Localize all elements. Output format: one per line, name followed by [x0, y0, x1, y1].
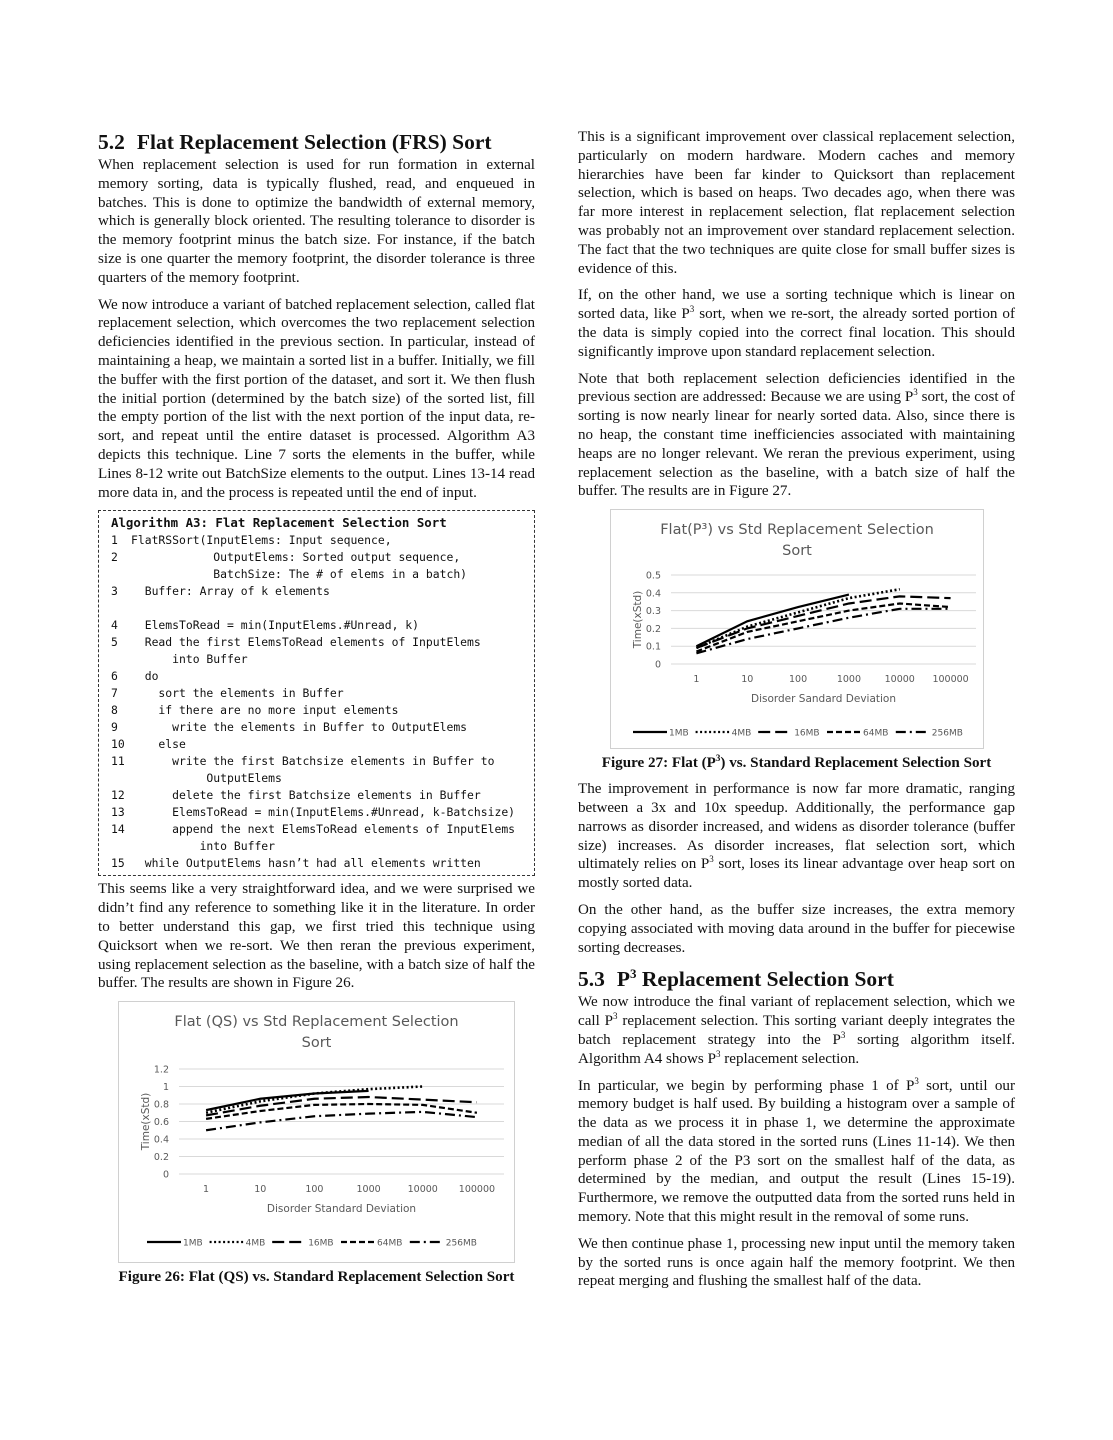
paragraph: The improvement in performance is now far more dramatic, ranging between a 3x and 10x speedup. Additionally, the performance gap narrows as disorder increased, and widens as disorder tolerance (buffer size) increases. As disorder increases, flat selection sort, which ultimately relies on $P^3$ sort, loses its linear advantage over heap sort on mostly sorted data. [578, 781, 1015, 892]
svg-text:16MB: 16MB [794, 728, 820, 739]
svg-text:10000: 10000 [407, 1184, 438, 1196]
svg-text:0.3: 0.3 [645, 606, 661, 618]
svg-text:1.2: 1.2 [153, 1064, 169, 1076]
code-text [131, 600, 138, 617]
paragraph: On the other hand, as the buffer size increases, the extra memory copying associated with moving data around in the buffer for piecewise sorting decreases. [578, 901, 1015, 956]
algorithm-line [111, 600, 534, 617]
line-chart [611, 560, 983, 750]
left-column [98, 128, 535, 1294]
algorithm-line [111, 821, 534, 838]
code-text: into Buffer [131, 839, 276, 854]
line-number: 8 [111, 703, 118, 718]
line-number: 13 [111, 805, 125, 820]
section-heading-5-3: 5.3 $P^3$ Replacement Selection Sort [578, 966, 894, 992]
svg-text:0: 0 [654, 659, 661, 671]
right-column [578, 128, 1015, 1299]
svg-text:0.1: 0.1 [645, 641, 661, 653]
figure-26-caption: Figure 26: Flat (QS) vs. Standard Replacement Selection Sort [118, 1269, 515, 1286]
chart-title: Flat(P³) vs Std Replacement Selection Sort [660, 522, 934, 560]
algorithm-line [111, 532, 534, 549]
code-text: into Buffer [131, 652, 248, 667]
svg-text:Time(xStd): Time(xStd) [632, 590, 644, 649]
algorithm-line [111, 583, 534, 600]
line-number: 11 [111, 754, 125, 769]
svg-text:Disorder Sandard Deviation: Disorder Sandard Deviation [750, 693, 897, 706]
svg-text:0.4: 0.4 [153, 1134, 169, 1146]
line-number [111, 651, 131, 668]
svg-text:0.2: 0.2 [645, 624, 661, 636]
figure-27-chart [610, 509, 984, 749]
svg-text:1MB: 1MB [669, 728, 689, 739]
line-number: 10 [111, 737, 125, 752]
line-number: 6 [111, 669, 118, 684]
line-number: 7 [111, 686, 118, 701]
svg-text:4MB: 4MB [245, 1238, 266, 1249]
line-number: 2 [111, 550, 118, 565]
algorithm-line [111, 668, 534, 685]
line-number [111, 600, 131, 617]
line-number: 15 [111, 856, 125, 871]
svg-text:256MB: 256MB [931, 728, 963, 739]
code-text: append the next ElemsToRead elements of InputElems [131, 822, 516, 837]
svg-text:100000: 100000 [458, 1184, 496, 1196]
svg-text:0.6: 0.6 [153, 1117, 169, 1129]
svg-text:10: 10 [741, 674, 754, 686]
line-number: 12 [111, 788, 125, 803]
svg-text:256MB: 256MB [445, 1238, 477, 1249]
paragraph: This is a significant improvement over classical replacement selection, particularly on modern hardware. Modern caches and memory hierarchies have been far kinder to Quicksort than replacement selection, which is based on heaps. Two decades ago, when there was far more interest in replacement selection, flat replacement selection was probably not an improvement over standard replacement selection. The fact that the two techniques are quite close for small buffer sizes is evidence of this. [578, 129, 1015, 277]
svg-text:1000: 1000 [836, 674, 862, 686]
line-number: 4 [111, 618, 118, 633]
code-text: BatchSize: The # of elems in a batch) [131, 567, 468, 582]
line-number: 3 [111, 584, 118, 599]
svg-text:1: 1 [693, 674, 700, 686]
svg-text:0: 0 [162, 1169, 169, 1181]
svg-text:4MB: 4MB [731, 728, 752, 739]
paragraph: We then continue phase 1, processing new input until the memory taken by the sorted runs is once again half the memory footprint. We then repeat merging and flushing the smallest half of the data. [578, 1235, 1015, 1290]
line-number: 5 [111, 635, 118, 650]
algorithm-line [111, 702, 534, 719]
svg-text:1: 1 [162, 1082, 169, 1094]
svg-text:10: 10 [254, 1184, 267, 1196]
svg-text:64MB: 64MB [377, 1238, 403, 1249]
svg-text:0.2: 0.2 [153, 1152, 169, 1164]
paragraph: When replacement selection is used for run formation in external memory sorting, data is typically flushed, read, and enqueued in batches. This is done to optimize the bandwidth of external memory, which is generally block oriented. The resulting tolerance to disorder is the memory footprint minus the batch size. For instance, if the batch size is one quarter the memory footprint, the disorder tolerance is three quarters of the memory footprint. [98, 157, 535, 286]
svg-text:100000: 100000 [932, 674, 969, 686]
svg-text:Disorder Standard Deviation: Disorder Standard Deviation [266, 1203, 417, 1216]
svg-text:64MB: 64MB [863, 728, 889, 739]
code-text: sort the elements in Buffer [131, 686, 344, 701]
svg-text:10000: 10000 [884, 674, 915, 686]
algorithm-line [111, 855, 534, 872]
line-chart [119, 1054, 514, 1264]
svg-text:100: 100 [305, 1184, 324, 1196]
figure-26-chart [118, 1001, 515, 1263]
algorithm-line [111, 634, 534, 651]
svg-text:1: 1 [203, 1184, 210, 1196]
line-number [111, 770, 131, 787]
code-text: do [131, 669, 159, 684]
algorithm-title: Algorithm A3: Flat Replacement Selection Sort [111, 515, 447, 531]
code-text: Read the first ElemsToRead elements of InputElems [131, 635, 481, 650]
line-number: 14 [111, 822, 125, 837]
algorithm-line [111, 804, 534, 821]
code-text: else [131, 737, 186, 752]
chart-title: Flat (QS) vs Std Replacement Selection Sort [174, 1014, 459, 1052]
figure-27-caption: Figure 27: Flat $(P^3)$ vs. Standard Replacement Selection Sort [601, 753, 992, 772]
paragraph: We now introduce the final variant of replacement selection, which we call $P^3$ replacement selection. This sorting variant deeply integrates the batch replacement strategy into the $P^3$ sorting algorithm itself. Algorithm A4 shows $P^3$ replacement selection. [578, 994, 1015, 1067]
svg-text:0.8: 0.8 [153, 1099, 169, 1111]
code-text: OutputElems: Sorted output sequence, [131, 550, 461, 565]
code-text: ElemsToRead = min(InputElems.#Unread, k) [131, 618, 420, 633]
code-text: ElemsToRead = min(InputElems.#Unread, k-Batchsize) [131, 805, 516, 820]
svg-text:1MB: 1MB [183, 1238, 203, 1249]
line-number: 9 [111, 720, 118, 735]
algorithm-line [111, 787, 534, 804]
svg-text:1000: 1000 [356, 1184, 381, 1196]
algorithm-line [111, 719, 534, 736]
algorithm-line [111, 736, 534, 753]
algorithm-line [111, 753, 534, 770]
section-heading-5-2: 5.2 Flat Replacement Selection (FRS) Sort [98, 130, 492, 154]
algorithm-lines [111, 532, 534, 872]
code-text: delete the first Batchsize elements in Buffer [131, 788, 481, 803]
algorithm-line [111, 617, 534, 634]
algorithm-line [111, 838, 534, 855]
code-text: write the elements in Buffer to OutputElems [131, 720, 468, 735]
svg-text:100: 100 [789, 674, 808, 686]
algorithm-a3-box [98, 510, 535, 876]
code-text: FlatRSSort(InputElems: Input sequence, [131, 533, 392, 548]
code-text: if there are no more input elements [131, 703, 399, 718]
algorithm-line [111, 651, 534, 668]
algorithm-line [111, 549, 534, 566]
paragraph: If, on the other hand, we use a sorting technique which is linear on sorted data, like $P^3$ sort, when we re-sort, the already sorted portion of the data is simply copied into the correct final location. This should significantly improve upon standard replacement selection. [578, 287, 1015, 360]
algorithm-line [111, 770, 534, 787]
paragraph: In particular, we begin by performing phase 1 of $P^3$ sort, until our memory budget is half used. By building a histogram over a sample of the data as we process it in phase 1, we determine the approximate median of all the data stored in the sorted runs (Lines 11-14). We then perform phase 2 of the P3 sort on the smallest half of the data, as determined by the median, and output the result (Lines 15-19). Furthermore, we remove the outputted data from the sorted runs held in memory. Note that this might result in the removal of some runs. [578, 1075, 1015, 1226]
paragraph: We now introduce a variant of batched replacement selection, called flat replacement selection, which overcomes the two replacement selection deficiencies identified in the previous section. In particular, instead of maintaining a heap, we maintain a sorted list in a buffer. Initially, we fill the buffer with the first portion of the dataset, and sort it. We then flush the initial portion (determined by the batch size) of the sorted list, fill the empty portion of the list with the next portion of the input data, re-sort, and repeat until the entire dataset is processed. Algorithm A3 depicts this technique. Line 7 sorts the elements in the buffer, while Lines 8-12 write out BatchSize elements to the output. Lines 13-14 read more data in, and the process is repeated until the end of input. [98, 296, 535, 501]
line-number [111, 838, 131, 855]
paragraph: This seems like a very straightforward idea, and we were surprised we didn’t find any reference to something like it in the literature. In order to better understand this gap, we first tried this technique using Quicksort when we re-sort. We then reran the previous experiment, using replacement selection as the baseline, with a batch size of half the buffer. The results are shown in Figure 26. [98, 881, 535, 992]
svg-text:16MB: 16MB [308, 1238, 334, 1249]
line-number [111, 566, 131, 583]
code-text: Buffer: Array of k elements [131, 584, 330, 599]
algorithm-line [111, 566, 534, 583]
svg-text:0.5: 0.5 [645, 570, 661, 582]
code-text: write the first Batchsize elements in Buffer to [131, 754, 495, 769]
paragraph: Note that both replacement selection deficiencies identified in the previous section are addressed: Because we are using $P^3$ sort, the cost of sorting is now nearly linear for nearly sorted data. Also, since there is no heap, the constant time inefficiencies associated with maintaining heaps are no longer relevant. We reran the previous experiment, using replacement selection as the baseline, with a batch size of half the buffer. The results are in Figure 27. [578, 370, 1015, 500]
code-text: while OutputElems hasn’t had all elements written [131, 856, 481, 871]
svg-text:Time(xStd): Time(xStd) [140, 1092, 152, 1151]
code-text: OutputElems [131, 771, 282, 786]
line-number: 1 [111, 533, 118, 548]
svg-text:0.4: 0.4 [645, 588, 661, 600]
algorithm-line [111, 685, 534, 702]
